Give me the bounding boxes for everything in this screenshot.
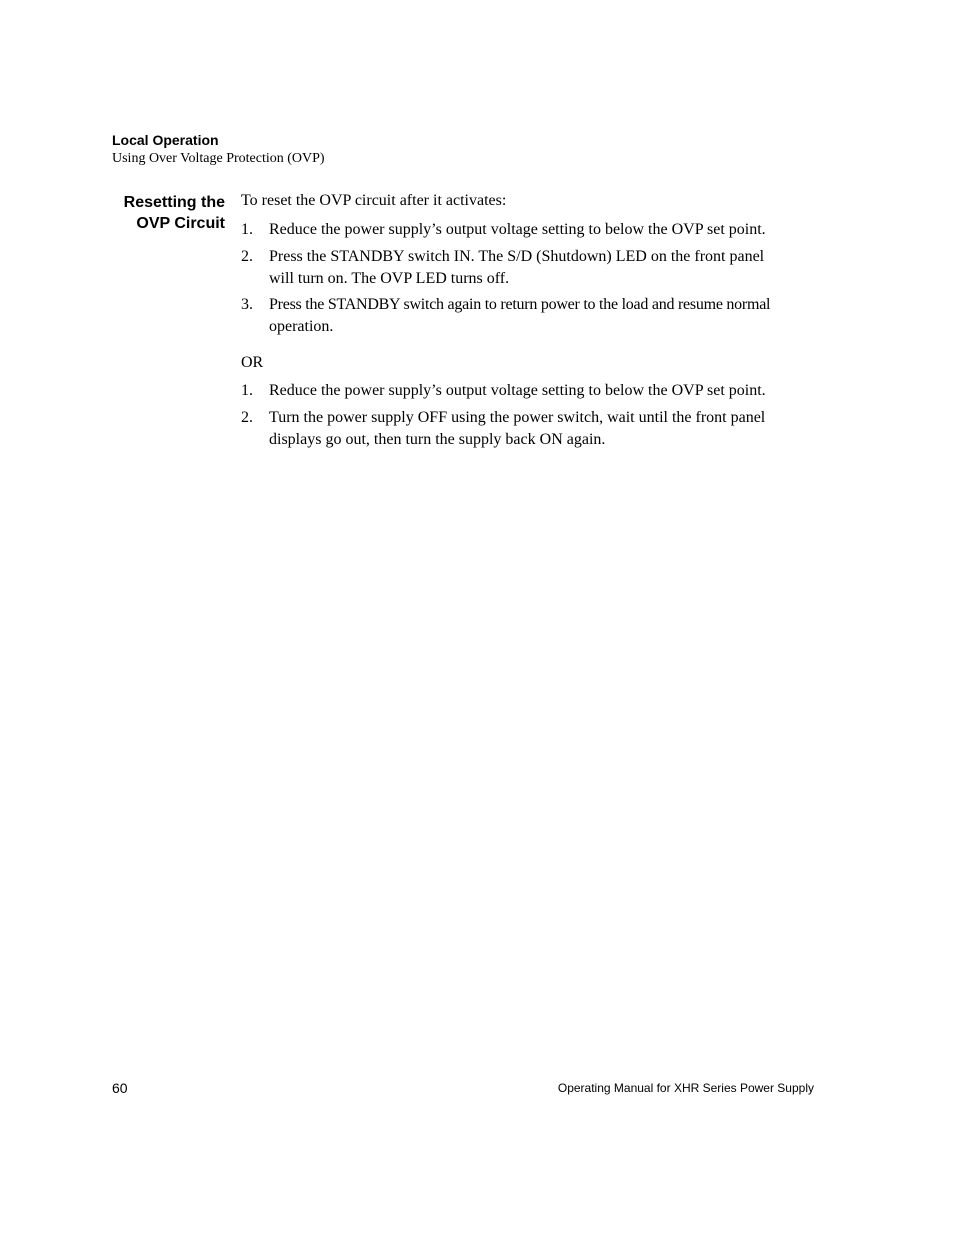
section-heading-line-2: OVP Circuit [136,215,225,232]
step-text-line-1: Press the STANDBY switch IN. The S/D (Shutdown) LED on the front panel [269,248,765,265]
running-header-chapter: Local Operation [112,132,219,148]
step-text-line-1: Press the STANDBY switch again to return power to the load and resume normal [269,296,771,313]
procedure-b-step-2 [241,407,821,451]
intro-paragraph: To reset the OVP circuit after it activates: [241,192,507,209]
page-number: 60 [112,1080,128,1096]
step-number: 2. [241,248,253,265]
step-text-line-2: displays go out, then turn the supply back ON again. [269,431,606,448]
step-number: 1. [241,382,253,399]
step-number: 3. [241,296,253,313]
procedure-b-step-1 [241,380,821,402]
procedure-a-step-3 [241,294,821,338]
procedure-a-step-1 [241,219,821,241]
procedure-a-step-2 [241,246,821,290]
section-heading-line-1: Resetting the [123,194,225,211]
section-heading [60,192,225,234]
step-number: 1. [241,221,253,238]
step-number: 2. [241,409,253,426]
running-footer-title: Operating Manual for XHR Series Power Supply [557,1081,814,1095]
running-header-section: Using Over Voltage Protection (OVP) [112,151,325,166]
step-text-line-2: will turn on. The OVP LED turns off. [269,270,510,287]
step-text-line-2: operation. [269,318,334,335]
step-text: Reduce the power supply’s output voltage setting to below the OVP set point. [269,221,766,238]
or-separator: OR [241,354,264,371]
step-text-line-1: Turn the power supply OFF using the power switch, wait until the front panel [269,409,766,426]
step-text: Reduce the power supply’s output voltage setting to below the OVP set point. [269,382,766,399]
